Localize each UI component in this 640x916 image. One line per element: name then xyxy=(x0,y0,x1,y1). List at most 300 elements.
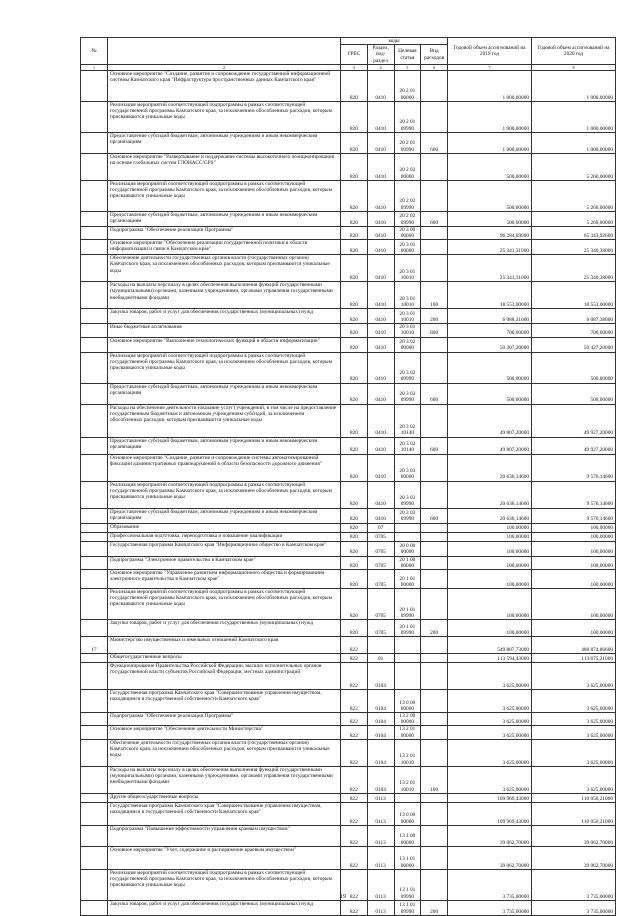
row-number xyxy=(81,282,108,309)
table-row xyxy=(81,869,616,900)
row-grbs: 822 xyxy=(341,663,368,690)
table-row xyxy=(81,825,616,846)
row-razdel: 0410 xyxy=(367,101,394,132)
row-csr: 13 1 00 00000 xyxy=(394,825,421,846)
row-razdel: 0410 xyxy=(367,70,394,101)
row-amount-2019: 3 625,00000 xyxy=(448,690,532,713)
row-grbs: 822 xyxy=(341,726,368,739)
row-name: Реализация мероприятий соответствующей подпрограммы в рамках соответствующей государственной программы Камчатского края, за исключением обособленных расходов, которым присваиваются уникальные коды xyxy=(108,589,341,620)
row-csr: 20 2 02 00000 xyxy=(394,153,421,180)
row-vr xyxy=(421,713,448,726)
row-csr: 13 0 00 00000 xyxy=(394,690,421,713)
row-amount-2019: 3 625,00000 xyxy=(448,713,532,726)
row-vr xyxy=(421,523,448,532)
row-razdel: 0113 xyxy=(367,846,394,869)
row-number xyxy=(81,255,108,282)
row-amount-2019: 500,00000 xyxy=(448,352,532,383)
row-amount-2020: 39 062,70000 xyxy=(532,825,616,846)
row-razdel: 0113 xyxy=(367,825,394,846)
row-razdel: 0410 xyxy=(367,211,394,226)
row-razdel: 0113 xyxy=(367,793,394,802)
row-grbs: 820 xyxy=(341,481,368,508)
row-amount-2019: 109 969,43000 xyxy=(448,802,532,825)
row-amount-2020: 500,00000 xyxy=(532,352,616,383)
row-grbs: 820 xyxy=(341,570,368,589)
row-amount-2020: 110 050,21000 xyxy=(532,802,616,825)
row-amount-2020: 5 260,00000 xyxy=(532,211,616,226)
table-row xyxy=(81,240,616,255)
row-amount-2019: 39 062,70000 xyxy=(448,846,532,869)
row-razdel: 01 xyxy=(367,654,394,663)
row-number xyxy=(81,846,108,869)
row-number xyxy=(81,869,108,900)
row-name: Подпрограмма "Обеспечение реализации Программы" xyxy=(108,713,341,726)
row-grbs: 822 xyxy=(341,802,368,825)
row-name: Предоставление субсидий бюджетным, автономным учреждениям и иным некоммерческим организациям xyxy=(108,508,341,523)
row-amount-2020: 3 625,00000 xyxy=(532,739,616,766)
row-vr xyxy=(421,846,448,869)
table-row xyxy=(81,383,616,404)
row-number xyxy=(81,766,108,793)
row-amount-2019: 20 636,14600 xyxy=(448,481,532,508)
header-year-2019: Годовой объем ассигнований на 2019 год xyxy=(448,38,532,65)
row-amount-2020: 9 576,14600 xyxy=(532,508,616,523)
row-grbs: 822 xyxy=(341,637,368,654)
row-vr xyxy=(421,255,448,282)
row-number xyxy=(81,324,108,337)
row-csr xyxy=(394,637,421,654)
row-csr: 20 3 00 00000 xyxy=(394,226,421,239)
row-grbs: 820 xyxy=(341,153,368,180)
row-vr xyxy=(421,869,448,900)
row-grbs: 822 xyxy=(341,869,368,900)
row-name: Расходы на выплаты персоналу в целях обеспечения выполнения функций государственными (муниципальными) органами, казенными учреждениями, органами управления государственными внебюджетными фондами xyxy=(108,766,341,793)
table-row xyxy=(81,508,616,523)
row-vr xyxy=(421,690,448,713)
row-grbs: 820 xyxy=(341,532,368,541)
row-grbs: 822 xyxy=(341,900,368,915)
row-amount-2019: 50 307,20000 xyxy=(448,337,532,352)
row-grbs: 820 xyxy=(341,337,368,352)
row-vr xyxy=(421,726,448,739)
row-amount-2019: 1 000,00000 xyxy=(448,132,532,153)
table-row xyxy=(81,211,616,226)
row-number xyxy=(81,132,108,153)
row-grbs: 822 xyxy=(341,846,368,869)
table-row xyxy=(81,726,616,739)
row-razdel: 0104 xyxy=(367,713,394,726)
row-amount-2020: 65 343,92600 xyxy=(532,226,616,239)
row-csr: 13 1 01 00000 xyxy=(394,846,421,869)
row-razdel: 0410 xyxy=(367,226,394,239)
table-row xyxy=(81,532,616,541)
row-number xyxy=(81,726,108,739)
row-name: Обеспечение деятельности государственных органов власти (государственных органов) Камчатского края, за исключением обособленных расходов, которым присваиваются уникальные коды xyxy=(108,739,341,766)
row-number xyxy=(81,508,108,523)
row-vr xyxy=(421,481,448,508)
row-amount-2019: 100,00000 xyxy=(448,589,532,620)
table-row xyxy=(81,846,616,869)
row-number xyxy=(81,532,108,541)
row-name: Реализация мероприятий соответствующей подпрограммы в рамках соответствующей государственной программы Камчатского края, за исключением обособленных расходов, которым присваиваются уникальные коды xyxy=(108,180,341,211)
row-amount-2019: 18 553,00000 xyxy=(448,282,532,309)
row-number xyxy=(81,404,108,437)
row-amount-2020: 100,00000 xyxy=(532,570,616,589)
row-amount-2019: 96 284,69000 xyxy=(448,226,532,239)
row-razdel: 0410 xyxy=(367,240,394,255)
row-name: Расходы на обеспечение деятельности (оказание услуг) учреждений, в том числе на предоставление государственным бюджетным и автономным учреждениям субсидий, за исключением обособленных расходов, которым присваиваются уникальные коды xyxy=(108,404,341,437)
row-amount-2019: 25 341,31000 xyxy=(448,255,532,282)
row-vr xyxy=(421,793,448,802)
row-vr: 200 xyxy=(421,309,448,324)
row-vr: 200 xyxy=(421,620,448,637)
row-vr: 800 xyxy=(421,324,448,337)
row-name: Реализация мероприятий соответствующей подпрограммы в рамках соответствующей государственной программы Камчатского края, за исключением обособленных расходов, которым присваиваются уникальные коды xyxy=(108,481,341,508)
table-row xyxy=(81,663,616,690)
row-grbs: 822 xyxy=(341,766,368,793)
budget-table xyxy=(80,37,616,916)
row-vr: 100 xyxy=(421,282,448,309)
row-number xyxy=(81,523,108,532)
row-amount-2020: 49 927,20000 xyxy=(532,437,616,454)
row-vr: 600 xyxy=(421,508,448,523)
row-amount-2020: 3 625,00000 xyxy=(532,663,616,690)
row-name: Образование xyxy=(108,523,341,532)
row-csr: 20 2 02 09990 xyxy=(394,180,421,211)
row-amount-2020: 3 625,00000 xyxy=(532,766,616,793)
row-razdel: 0410 xyxy=(367,337,394,352)
row-razdel: 07 xyxy=(367,523,394,532)
row-amount-2020: 39 062,70000 xyxy=(532,846,616,869)
row-amount-2020: 3 735,00000 xyxy=(532,869,616,900)
row-grbs: 820 xyxy=(341,226,368,239)
row-vr xyxy=(421,454,448,481)
table-row xyxy=(81,101,616,132)
row-name: Реализация мероприятий соответствующей подпрограммы в рамках соответствующей государственной программы Камчатского края, за исключением обособленных расходов, которым присваиваются уникальные коды xyxy=(108,101,341,132)
row-csr: 13 0 00 00000 xyxy=(394,802,421,825)
row-vr xyxy=(421,589,448,620)
row-amount-2020: 3 625,00000 xyxy=(532,726,616,739)
row-vr xyxy=(421,570,448,589)
row-razdel: 0104 xyxy=(367,766,394,793)
row-amount-2019: 100,00000 xyxy=(448,523,532,532)
row-vr: 600 xyxy=(421,132,448,153)
row-vr: 600 xyxy=(421,383,448,404)
row-csr: 20 3 03 00000 xyxy=(394,454,421,481)
table-row xyxy=(81,802,616,825)
row-grbs: 820 xyxy=(341,240,368,255)
row-amount-2019: 500,00000 xyxy=(448,153,532,180)
row-razdel: 0113 xyxy=(367,802,394,825)
row-csr: 13 2 01 10010 xyxy=(394,766,421,793)
row-csr: 20 2 01 00000 xyxy=(394,70,421,101)
column-index: 7 xyxy=(448,64,532,70)
row-amount-2020: 3 625,00000 xyxy=(532,690,616,713)
row-amount-2019: 39 062,70000 xyxy=(448,825,532,846)
row-razdel: 0410 xyxy=(367,324,394,337)
row-csr: 20 3 01 10010 xyxy=(394,255,421,282)
row-grbs: 820 xyxy=(341,556,368,569)
table-row xyxy=(81,153,616,180)
row-grbs: 820 xyxy=(341,211,368,226)
row-number xyxy=(81,454,108,481)
row-name: Предоставление субсидий бюджетным, автономным учреждениям и иным некоммерческим организациям xyxy=(108,132,341,153)
row-name: Предоставление субсидий бюджетным, автономным учреждениям и иным некоммерческим организациям xyxy=(108,437,341,454)
row-name: Реализация мероприятий соответствующей подпрограммы в рамках соответствующей государственной программы Камчатского края, за исключением обособленных расходов, которым присваиваются уникальные коды xyxy=(108,352,341,383)
row-name: Министерство имущественных и земельных отношений Камчатского края xyxy=(108,637,341,654)
row-grbs: 820 xyxy=(341,101,368,132)
row-amount-2020: 3 735,00000 xyxy=(532,900,616,915)
row-name: Профессиональная подготовка, переподготовка и повышение квалификации xyxy=(108,532,341,541)
column-index: 3 xyxy=(341,64,368,70)
row-number xyxy=(81,309,108,324)
row-name: Государственная программа Камчатского края "Информационное общество в Камчатском крае" xyxy=(108,541,341,556)
table-row xyxy=(81,309,616,324)
table-row xyxy=(81,352,616,383)
row-razdel: 0410 xyxy=(367,132,394,153)
row-name: Иные бюджетные ассигнования xyxy=(108,324,341,337)
row-name: Функционирование Правительства Российской Федерации, высших исполнительных органов государственной власти субъектов Российской Федерации, местных администраций xyxy=(108,663,341,690)
header-name xyxy=(108,38,341,65)
row-amount-2019: 549 887,73000 xyxy=(448,637,532,654)
row-name: Основное мероприятие "Выполнение технологических функций в области информатизации" xyxy=(108,337,341,352)
row-grbs: 820 xyxy=(341,324,368,337)
row-amount-2019: 49 807,20000 xyxy=(448,437,532,454)
row-csr xyxy=(394,532,421,541)
table-row xyxy=(81,226,616,239)
row-razdel: 0705 xyxy=(367,532,394,541)
row-amount-2020: 1 000,00000 xyxy=(532,132,616,153)
page-number: 19 xyxy=(340,894,346,900)
row-csr xyxy=(394,654,421,663)
row-csr xyxy=(394,663,421,690)
row-razdel: 0104 xyxy=(367,739,394,766)
row-number xyxy=(81,211,108,226)
row-grbs: 822 xyxy=(341,690,368,713)
row-amount-2020: 18 553,00000 xyxy=(532,282,616,309)
row-vr xyxy=(421,70,448,101)
row-csr: 20 3 01 00000 xyxy=(394,240,421,255)
row-amount-2019: 3 625,00000 xyxy=(448,726,532,739)
row-razdel: 0410 xyxy=(367,454,394,481)
row-vr xyxy=(421,180,448,211)
row-grbs: 820 xyxy=(341,508,368,523)
row-csr: 20 3 01 10010 xyxy=(394,282,421,309)
header-grbs: ГРБС xyxy=(341,45,368,65)
row-grbs: 820 xyxy=(341,523,368,532)
row-name: Подпрограмма "Обеспечение реализации Программы" xyxy=(108,226,341,239)
row-csr: 20 1 01 00000 xyxy=(394,570,421,589)
row-amount-2019: 20 636,14600 xyxy=(448,454,532,481)
table-row xyxy=(81,255,616,282)
row-name: Основное мероприятие "Обеспечение деятельности Министерства" xyxy=(108,726,341,739)
row-grbs: 820 xyxy=(341,282,368,309)
row-amount-2020: 6 087,38000 xyxy=(532,309,616,324)
row-amount-2020: 100,00000 xyxy=(532,620,616,637)
row-csr: 13 2 01 10010 xyxy=(394,739,421,766)
row-name: Основное мероприятие "Учет, содержание и распоряжение краевым имуществом" xyxy=(108,846,341,869)
row-name: Подпрограмма "Повышение эффективности управления краевым имуществом" xyxy=(108,825,341,846)
row-vr: 600 xyxy=(421,211,448,226)
table-row xyxy=(81,282,616,309)
table-row xyxy=(81,324,616,337)
row-number xyxy=(81,541,108,556)
row-amount-2019: 500,00000 xyxy=(448,211,532,226)
header-csr: Целевая статья xyxy=(394,45,421,65)
row-csr: 20 3 03 09990 xyxy=(394,508,421,523)
table-row xyxy=(81,900,616,915)
column-index: 2 xyxy=(108,64,341,70)
row-csr: 20 1 00 00000 xyxy=(394,556,421,569)
row-razdel: 0705 xyxy=(367,570,394,589)
row-number xyxy=(81,481,108,508)
table-row xyxy=(81,70,616,101)
row-number xyxy=(81,713,108,726)
header-codes-group: коды xyxy=(341,38,448,45)
row-csr: 13 2 01 00000 xyxy=(394,726,421,739)
table-row xyxy=(81,481,616,508)
row-vr: 600 xyxy=(421,437,448,454)
row-razdel: 0104 xyxy=(367,726,394,739)
table-row xyxy=(81,589,616,620)
row-name: Государственная программа Камчатского края "Совершенствование управления имуществом, находящимся в государственной собственности Камчатского края" xyxy=(108,690,341,713)
row-razdel: 0410 xyxy=(367,404,394,437)
row-number xyxy=(81,589,108,620)
table-row xyxy=(81,404,616,437)
row-vr xyxy=(421,556,448,569)
row-grbs: 820 xyxy=(341,454,368,481)
row-grbs: 822 xyxy=(341,825,368,846)
row-csr: 20 3 01 10010 xyxy=(394,324,421,337)
row-grbs: 820 xyxy=(341,352,368,383)
row-csr: 20 0 00 00000 xyxy=(394,541,421,556)
row-amount-2020: 100,00000 xyxy=(532,523,616,532)
row-number xyxy=(81,437,108,454)
row-number xyxy=(81,654,108,663)
row-name: Основное мероприятие "Создание, развитие и сопровождение системы автоматизированной фиксации административных правонарушений в области безопасности дорожного движения" xyxy=(108,454,341,481)
row-name: Основное мероприятие "Развертывание и поддержание системы высокоточного позиционирования на основе глобальных систем ГЛОНАСС/GPS" xyxy=(108,153,341,180)
row-vr xyxy=(421,541,448,556)
column-index: 1 xyxy=(81,64,108,70)
row-csr: 20 3 03 09990 xyxy=(394,481,421,508)
row-vr xyxy=(421,825,448,846)
row-razdel: 0113 xyxy=(367,900,394,915)
row-amount-2020: 100,00000 xyxy=(532,589,616,620)
row-razdel: 0410 xyxy=(367,383,394,404)
row-vr: 200 xyxy=(421,900,448,915)
row-vr xyxy=(421,352,448,383)
table-row xyxy=(81,570,616,589)
row-grbs: 820 xyxy=(341,383,368,404)
table-row xyxy=(81,523,616,532)
row-name: Реализация мероприятий соответствующей подпрограммы в рамках соответствующей государственной программы Камчатского края, за исключением обособленных расходов, которым присваиваются уникальные коды xyxy=(108,869,341,900)
column-index: 5 xyxy=(394,64,421,70)
row-razdel: 0410 xyxy=(367,282,394,309)
row-number xyxy=(81,180,108,211)
row-amount-2020: 5 260,00000 xyxy=(532,153,616,180)
table-row xyxy=(81,437,616,454)
row-name: Основное мероприятие "Обеспечение реализации государственной политики в области информатизации и связи в Камчатском крае" xyxy=(108,240,341,255)
row-number xyxy=(81,690,108,713)
row-csr: 13 1 01 09990 xyxy=(394,900,421,915)
row-vr xyxy=(421,153,448,180)
row-razdel: 0104 xyxy=(367,663,394,690)
row-grbs: 820 xyxy=(341,180,368,211)
row-number xyxy=(81,793,108,802)
row-vr xyxy=(421,739,448,766)
row-razdel: 0410 xyxy=(367,508,394,523)
row-name: Предоставление субсидий бюджетным, автономным учреждениям и иным некоммерческим организациям xyxy=(108,211,341,226)
row-number xyxy=(81,663,108,690)
row-csr: 20 2 01 09990 xyxy=(394,132,421,153)
row-amount-2019: 3 735,00000 xyxy=(448,900,532,915)
row-razdel xyxy=(367,637,394,654)
row-number xyxy=(81,620,108,637)
row-amount-2020: 110 050,21000 xyxy=(532,793,616,802)
row-name: Основное мероприятие "Управление развитием информационного общества и формированием электронного правительства в Камчатском крае" xyxy=(108,570,341,589)
row-csr: 20 2 02 09990 xyxy=(394,211,421,226)
row-amount-2019: 500,00000 xyxy=(448,383,532,404)
row-csr: 20 3 02 00000 xyxy=(394,337,421,352)
row-grbs: 820 xyxy=(341,70,368,101)
row-amount-2020: 100,00000 xyxy=(532,556,616,569)
row-razdel: 0410 xyxy=(367,481,394,508)
row-name: Другие общегосударственные вопросы xyxy=(108,793,341,802)
row-number xyxy=(81,153,108,180)
table-row xyxy=(81,654,616,663)
row-amount-2020: 488 874,86600 xyxy=(532,637,616,654)
row-number xyxy=(81,240,108,255)
row-csr: 20 3 01 10010 xyxy=(394,309,421,324)
row-amount-2019: 100,00000 xyxy=(448,570,532,589)
row-number xyxy=(81,802,108,825)
row-csr: 20 3 02 09990 xyxy=(394,352,421,383)
row-name: Закупка товаров, работ и услуг для обеспечения государственных (муниципальных) нужд xyxy=(108,309,341,324)
row-vr xyxy=(421,532,448,541)
row-amount-2019: 25 341,31000 xyxy=(448,240,532,255)
header-num: № xyxy=(81,38,108,65)
row-amount-2019: 3 625,00000 xyxy=(448,766,532,793)
table-row xyxy=(81,637,616,654)
header-vr: Вид расходов xyxy=(421,45,448,65)
row-amount-2020: 25 340,38000 xyxy=(532,240,616,255)
row-amount-2019: 100,00000 xyxy=(448,620,532,637)
row-vr: 100 xyxy=(421,766,448,793)
row-amount-2019: 6 088,31000 xyxy=(448,309,532,324)
row-name: Расходы на выплаты персоналу в целях обеспечения выполнения функций государственными (муниципальными) органами, казенными учреждениями, органами управления государственными внебюджетными фондами xyxy=(108,282,341,309)
row-number xyxy=(81,739,108,766)
row-name: Государственная программа Камчатского края "Совершенствование управления имуществом, находящимся в государственной собственности Камчатского края" xyxy=(108,802,341,825)
row-amount-2020: 1 000,00000 xyxy=(532,70,616,101)
table-row xyxy=(81,620,616,637)
row-amount-2020: 1 000,00000 xyxy=(532,101,616,132)
row-number xyxy=(81,825,108,846)
row-amount-2019: 100,00000 xyxy=(448,541,532,556)
row-csr xyxy=(394,523,421,532)
table-row xyxy=(81,180,616,211)
row-number xyxy=(81,900,108,915)
row-amount-2019: 113 594,43000 xyxy=(448,654,532,663)
row-vr xyxy=(421,101,448,132)
row-amount-2019: 20 636,14600 xyxy=(448,508,532,523)
row-amount-2019: 49 807,20000 xyxy=(448,404,532,437)
table-row xyxy=(81,337,616,352)
column-index: 4 xyxy=(367,64,394,70)
row-grbs: 820 xyxy=(341,541,368,556)
table-row xyxy=(81,713,616,726)
row-grbs: 820 xyxy=(341,132,368,153)
row-amount-2020: 100,00000 xyxy=(532,541,616,556)
